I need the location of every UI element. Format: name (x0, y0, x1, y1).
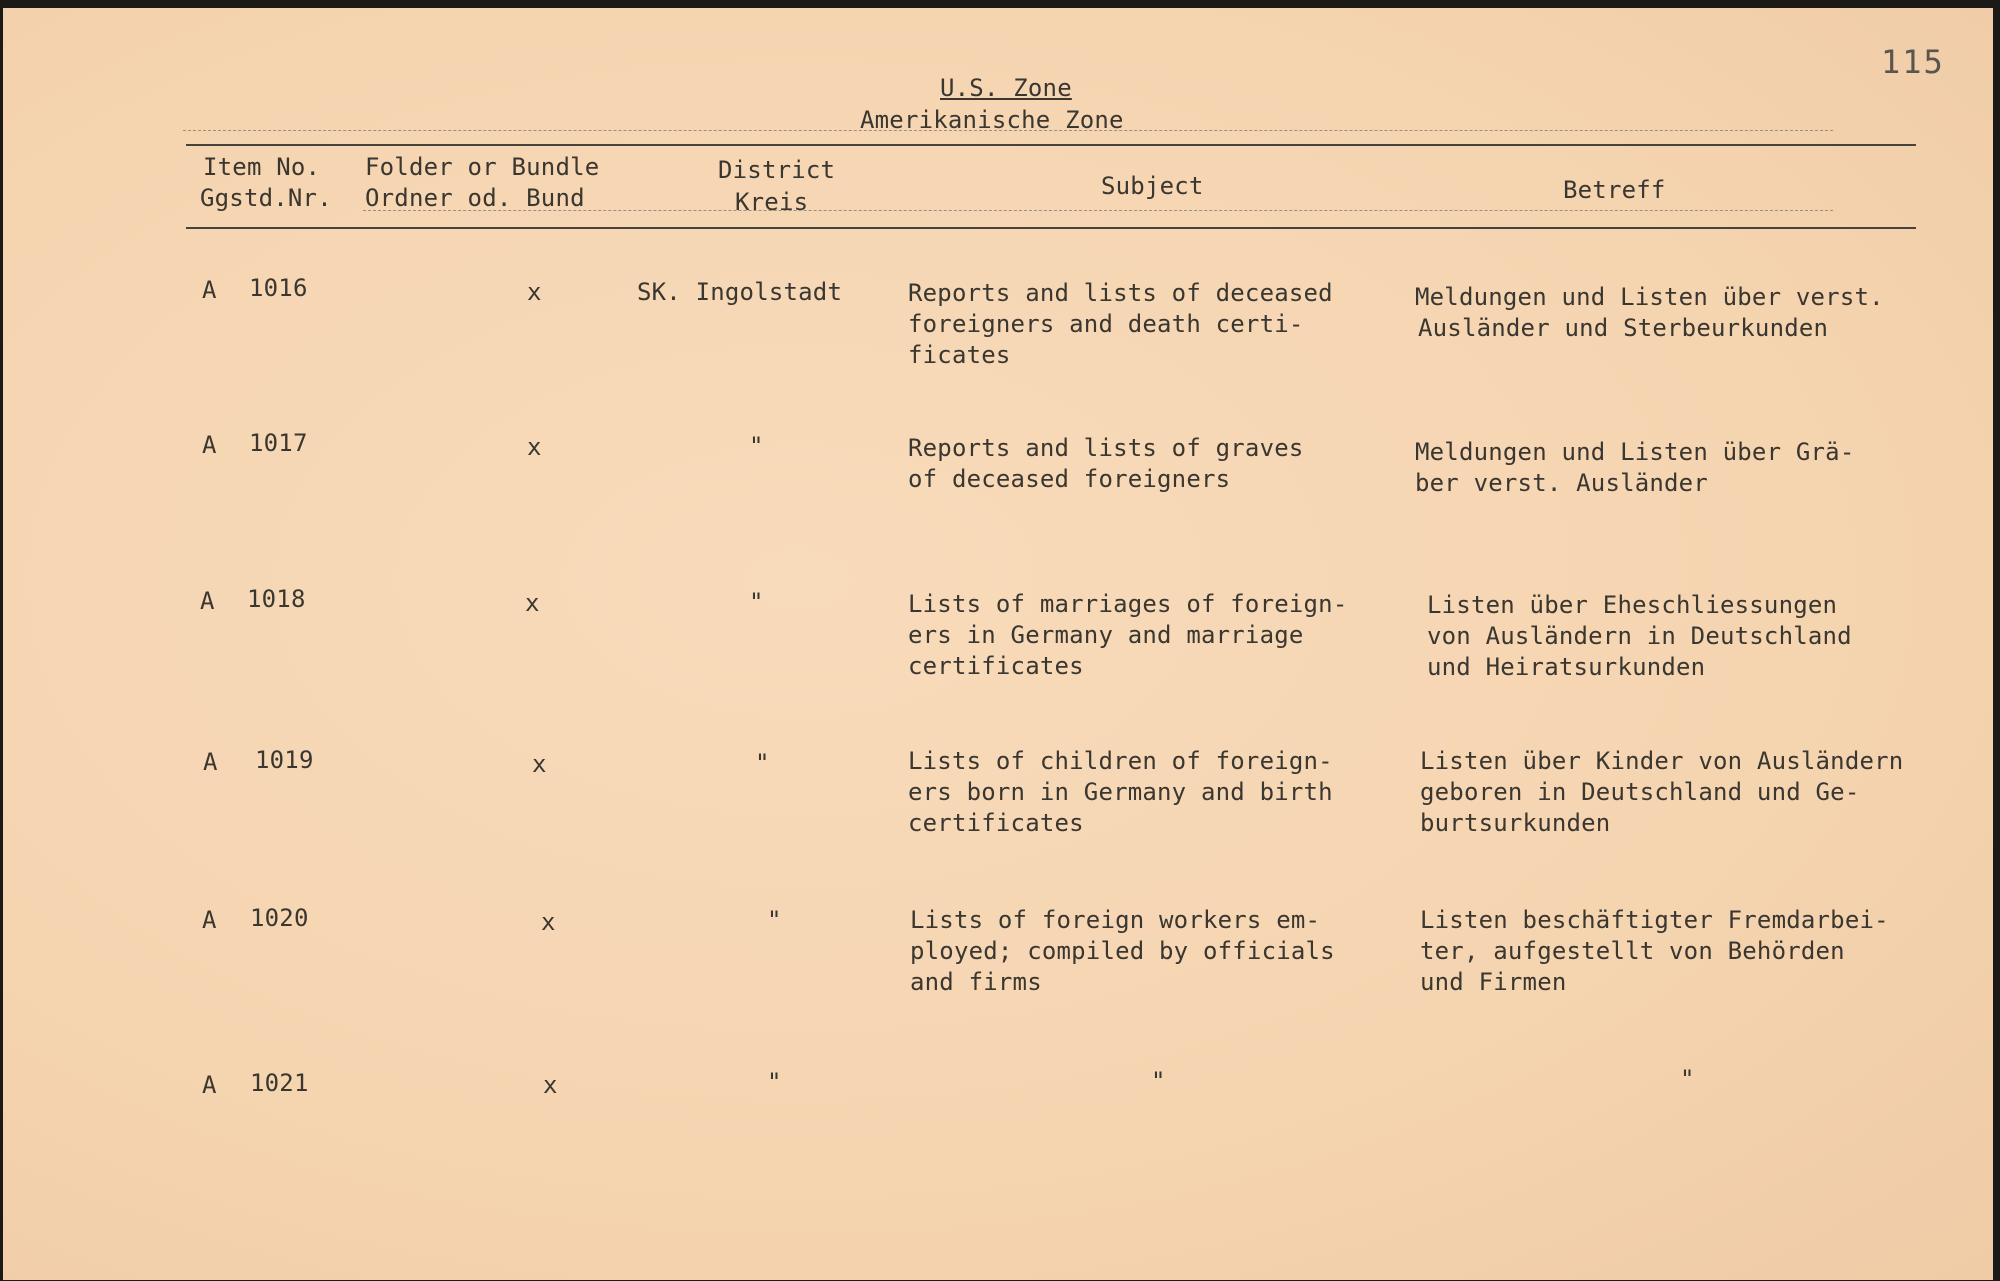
subject-line: certificates (908, 809, 1084, 837)
district: " (755, 749, 770, 777)
betreff-line: Listen beschäftigter Fremdarbei- (1420, 906, 1889, 934)
district: " (767, 906, 782, 934)
folder-mark: x (527, 278, 542, 306)
betreff-line: " (1680, 1065, 1695, 1093)
item-prefix: A (202, 1071, 217, 1099)
subject-line: and firms (910, 968, 1042, 996)
folder-mark: x (532, 750, 547, 778)
col-item-de: Ggstd.Nr. (200, 184, 332, 212)
zone-title-de: Amerikanische Zone (860, 106, 1124, 134)
betreff-line: ter, aufgestellt von Behörden (1420, 937, 1845, 965)
betreff-line: Meldungen und Listen über verst. (1415, 283, 1884, 311)
district: SK. Ingolstadt (637, 278, 843, 306)
district: " (767, 1068, 782, 1096)
item-number: 1019 (255, 746, 314, 774)
subject-line: ers in Germany and marriage (908, 621, 1304, 649)
betreff-line: Meldungen und Listen über Grä- (1415, 438, 1855, 466)
item-prefix: A (203, 748, 218, 776)
zone-title-en: U.S. Zone (940, 74, 1072, 102)
col-district-en: District (718, 156, 836, 184)
district: " (749, 588, 764, 616)
heading-guide-line (183, 130, 1833, 131)
subject-line: ers born in Germany and birth (908, 778, 1333, 806)
subject-line: " (1151, 1067, 1166, 1095)
page-number: 115 (1881, 43, 1945, 81)
item-number: 1016 (249, 274, 308, 302)
subject-line: foreigners and death certi- (908, 310, 1304, 338)
betreff-line: und Heiratsurkunden (1427, 653, 1706, 681)
col-district-de: Kreis (735, 188, 809, 216)
subject-line: Lists of children of foreign- (908, 747, 1333, 775)
folder-mark: x (527, 433, 542, 461)
subject-line: certificates (908, 652, 1084, 680)
col-folder-en: Folder or Bundle (365, 153, 600, 181)
folder-mark: x (543, 1071, 558, 1099)
col-betreff: Betreff (1563, 176, 1666, 204)
table-top-rule (186, 144, 1916, 146)
betreff-line: burtsurkunden (1420, 809, 1611, 837)
subject-line: ployed; compiled by officials (910, 937, 1335, 965)
folder-mark: x (525, 589, 540, 617)
subject-line: Reports and lists of graves (908, 434, 1304, 462)
item-prefix: A (202, 431, 217, 459)
betreff-line: und Firmen (1420, 968, 1567, 996)
item-number: 1017 (249, 429, 308, 457)
subject-line: Lists of foreign workers em- (910, 906, 1321, 934)
item-number: 1020 (250, 904, 309, 932)
col-item-en: Item No. (203, 153, 321, 181)
betreff-line: von Ausländern in Deutschland (1427, 622, 1852, 650)
subject-line: Lists of marriages of foreign- (908, 590, 1348, 618)
district: " (749, 432, 764, 460)
table-header-rule (186, 227, 1916, 229)
subject-line: of deceased foreigners (908, 465, 1231, 493)
document-page (3, 8, 1993, 1280)
col-subject: Subject (1101, 172, 1204, 200)
subject-line: ficates (908, 341, 1011, 369)
item-number: 1021 (250, 1069, 309, 1097)
betreff-line: Listen über Kinder von Ausländern (1420, 747, 1904, 775)
item-number: 1018 (247, 585, 306, 613)
betreff-line: ber verst. Ausländer (1415, 469, 1708, 497)
item-prefix: A (202, 906, 217, 934)
item-prefix: A (200, 587, 215, 615)
betreff-line: geboren in Deutschland und Ge- (1420, 778, 1860, 806)
header-guide-line (363, 210, 1833, 211)
folder-mark: x (541, 908, 556, 936)
subject-line: Reports and lists of deceased (908, 279, 1333, 307)
col-folder-de: Ordner od. Bund (365, 184, 585, 212)
item-prefix: A (202, 276, 217, 304)
betreff-line: Ausländer und Sterbeurkunden (1418, 314, 1829, 342)
betreff-line: Listen über Eheschliessungen (1427, 591, 1838, 619)
